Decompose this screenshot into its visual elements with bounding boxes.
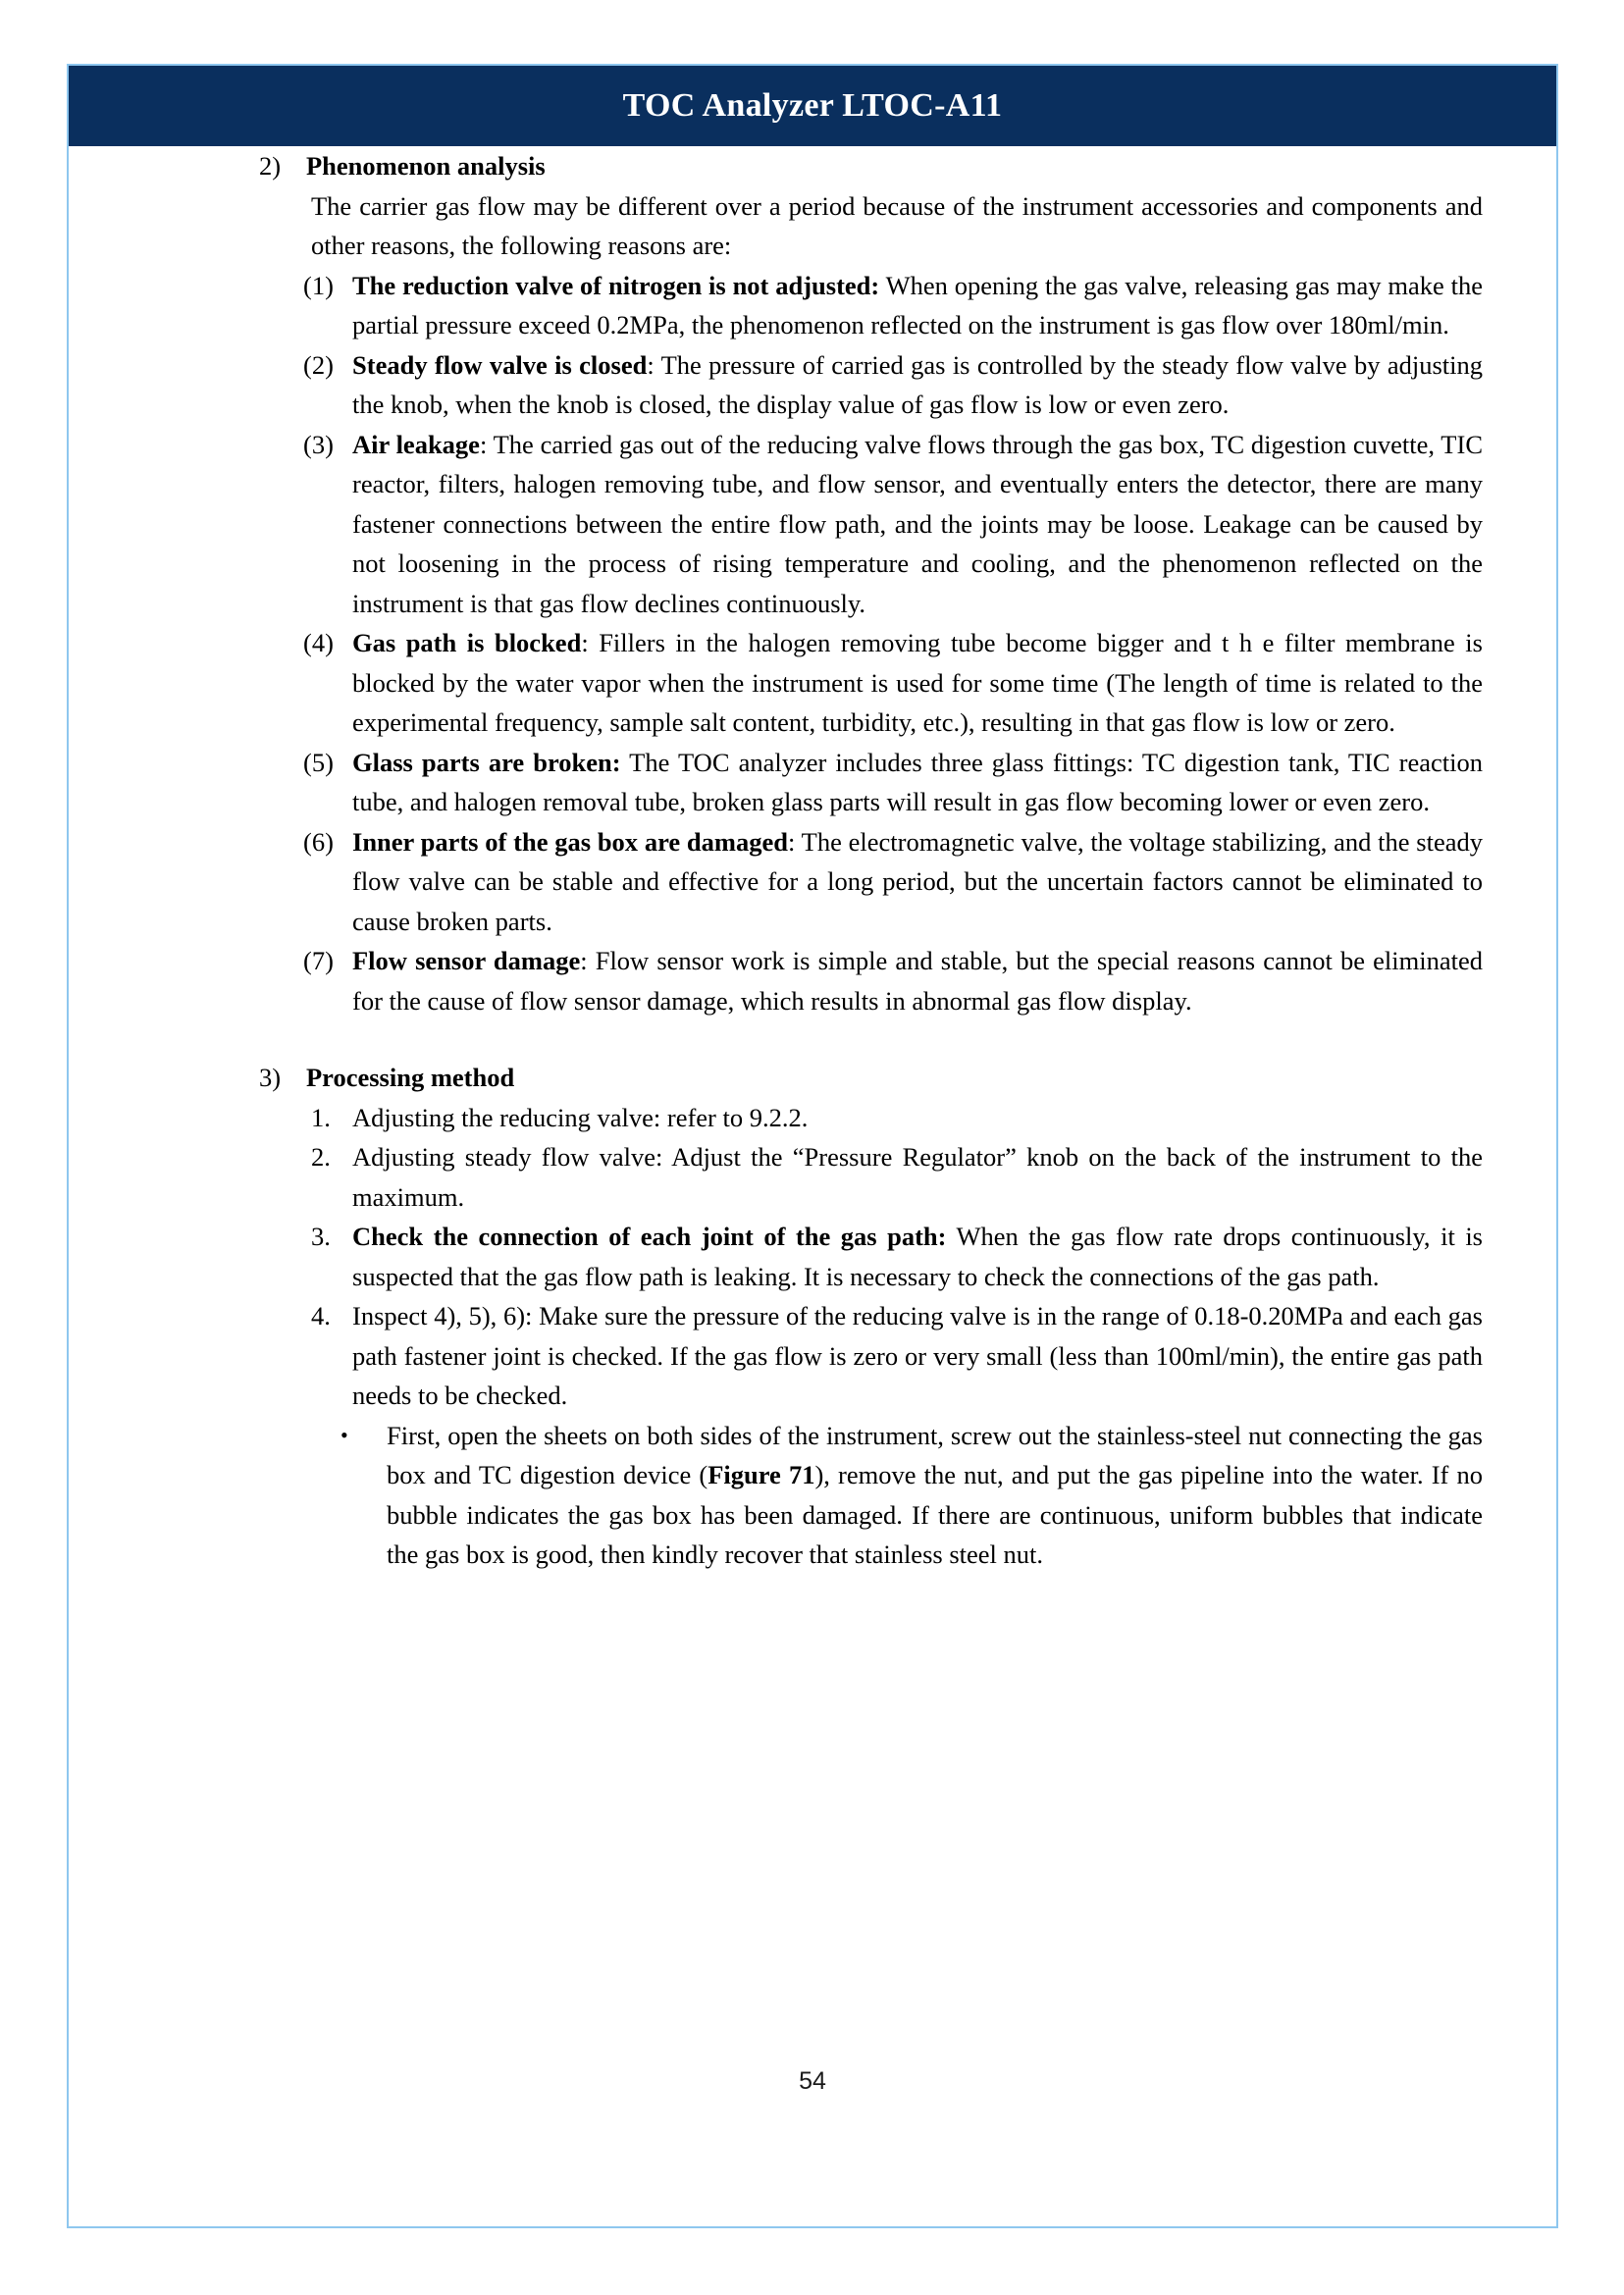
section-heading-processing-method	[259, 1058, 1483, 1098]
list-item-marker: (1)	[303, 270, 334, 300]
step-marker: 2.	[311, 1142, 331, 1172]
step-lead: Check the connection of each joint of the gas path:	[352, 1222, 947, 1251]
section-heading-label: Processing method	[306, 1063, 515, 1092]
section-heading-phenomenon-analysis	[259, 146, 1483, 186]
step-item	[311, 1137, 1483, 1217]
list-item-body: : The carried gas out of the reducing valve flows through the gas box, TC digestion cuvette, TIC reactor, filters, halogen removing tube, and flow sensor, and eventually enters the detector, there are many fastener connections between the entire flow path, and the joints may be loose. Leakage can be caused by not loosening in the process of rising temperature and cooling, and the phenomenon reflected on the instrument is that gas flow declines continuously.	[352, 429, 1483, 618]
step-body: When the gas flow rate drops continuously, it is suspected that the gas flow path is leaking. It is necessary to check the connections of the gas path.	[352, 1222, 1483, 1291]
section-marker: 3)	[259, 1063, 282, 1092]
list-item-marker: (4)	[303, 628, 334, 657]
step-marker: 4.	[311, 1301, 331, 1330]
list-item	[303, 266, 1483, 345]
list-item-body: : Flow sensor work is simple and stable, but the special reasons cannot be eliminated for the cause of flow sensor damage, which results in abnormal gas flow display.	[352, 946, 1484, 1016]
bullet-point-icon: •	[341, 1422, 348, 1447]
step-item	[311, 1296, 1483, 1416]
list-item-marker: (2)	[303, 349, 334, 380]
list-item	[303, 425, 1483, 624]
document-page	[67, 64, 1558, 2228]
page-number: 54	[799, 2067, 826, 2095]
list-item-marker: (6)	[303, 826, 334, 857]
list-item-lead: Steady flow valve is closed	[352, 349, 648, 380]
list-item	[303, 822, 1483, 942]
list-item-marker: (7)	[303, 946, 334, 975]
list-item-body: The TOC analyzer includes three glass fittings: TC digestion tank, TIC reaction tube, and halogen removal tube, broken glass parts will result in gas flow becoming lower or even zero.	[352, 747, 1484, 816]
page-header-title: TOC Analyzer LTOC-A11	[622, 87, 1003, 124]
page-header-banner	[69, 66, 1556, 146]
bullet-item	[341, 1416, 1483, 1575]
step-item	[311, 1217, 1483, 1296]
list-item-marker: (3)	[303, 429, 334, 459]
section-heading-label: Phenomenon analysis	[306, 151, 546, 181]
list-item-marker: (5)	[303, 747, 334, 777]
figure-reference: Figure 71	[707, 1460, 815, 1489]
section-marker: 2)	[259, 151, 282, 181]
step-marker: 3.	[311, 1222, 331, 1251]
step-item	[311, 1098, 1483, 1138]
step-body: Inspect 4), 5), 6): Make sure the pressure of the reducing valve is in the range of 0.18-0.20MPa and each gas path fastener joint is checked. If the gas flow is zero or very small (less than 100ml/min), the entire gas path needs to be checked.	[352, 1301, 1483, 1410]
list-item-body: : The pressure of carried gas is controlled by the steady flow valve by adjusting the knob, when the knob is closed, the display value of gas flow is low or even zero.	[352, 349, 1484, 419]
list-item-body: : Fillers in the halogen removing tube become bigger and t h e filter membrane is blocked by the water vapor when the instrument is used for some time (The length of time is related to the experimental frequency, sample salt content, turbidity, etc.), resulting in that gas flow is low or zero.	[352, 628, 1483, 737]
list-item-body: : The electromagnetic valve, the voltage stabilizing, and the steady flow valve can be stable and effective for a long period, but the uncertain factors cannot be eliminated to cause broken parts.	[352, 826, 1483, 936]
section-spacer	[69, 1020, 1556, 1058]
list-item	[303, 623, 1483, 743]
list-item-lead: Inner parts of the gas box are damaged	[352, 826, 788, 857]
list-item-lead: Glass parts are broken:	[352, 747, 621, 777]
list-item-lead: Air leakage	[352, 429, 480, 459]
step-marker: 1.	[311, 1102, 331, 1132]
list-item-lead: The reduction valve of nitrogen is not adjusted:	[352, 270, 880, 300]
page-content	[69, 146, 1556, 1575]
bullet-text-after: ), remove the nut, and put the gas pipeline into the water. If no bubble indicates the gas box has been damaged. If there are continuous, uniform bubbles that indicate the gas box is good, then kindly recover that stainless steel nut.	[387, 1460, 1484, 1569]
section-intro-paragraph: The carrier gas flow may be different over a period because of the instrument accessories and components and other reasons, the following reasons are:	[311, 190, 1483, 260]
step-body: Adjusting the reducing valve: refer to 9.2.2.	[352, 1102, 809, 1132]
list-item	[303, 345, 1483, 425]
list-item	[303, 941, 1483, 1020]
list-item-lead: Gas path is blocked	[352, 628, 582, 657]
step-body: Adjusting steady flow valve: Adjust the “Pressure Regulator” knob on the back of the instrument to the maximum.	[352, 1142, 1483, 1212]
list-item-lead: Flow sensor damage	[352, 946, 581, 975]
list-item-body: When opening the gas valve, releasing gas may make the partial pressure exceed 0.2MPa, the phenomenon reflected on the instrument is gas flow over 180ml/min.	[352, 270, 1483, 339]
bullet-text-before: First, open the sheets on both sides of the instrument, screw out the stainless-steel nut connecting the gas box and TC digestion device (	[387, 1420, 1483, 1489]
list-item	[303, 743, 1483, 822]
